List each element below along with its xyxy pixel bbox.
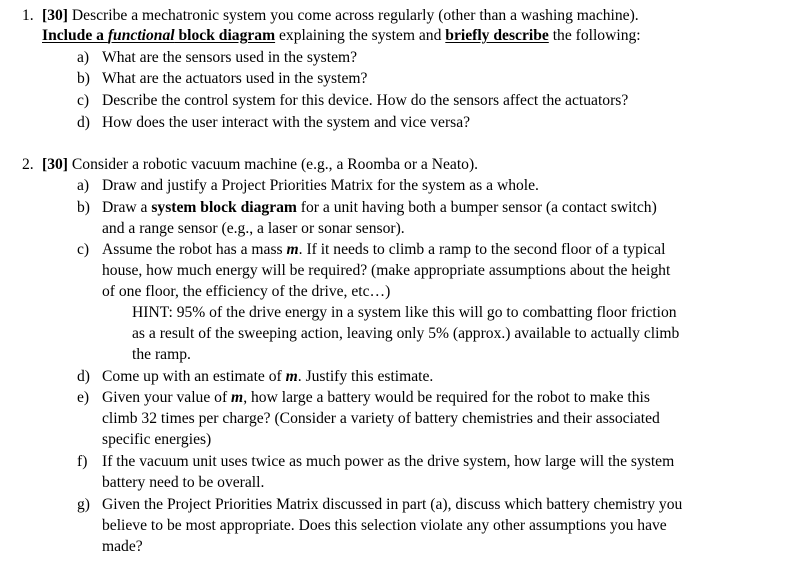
q1-number: 1. (22, 7, 34, 24)
q2d-text: Come up with an estimate of m. Justify this estimate. (102, 368, 434, 385)
q2c-line3: of one floor, the efficiency of the drive, etc…) (102, 283, 391, 300)
q2-points: [30] (42, 156, 68, 173)
q2g-letter: g) (77, 496, 90, 513)
q1b-letter: b) (77, 70, 90, 87)
q1-points: [30] (42, 7, 68, 24)
q2c-line1: Assume the robot has a mass m. If it needs to climb a ramp to the second floor of a typical (102, 241, 666, 258)
q2a-letter: a) (77, 177, 90, 194)
q2g-line2: believe to be most appropriate. Does this selection violate any other assumptions you have (102, 517, 667, 534)
q1-instructions: Include a functional block diagram explaining the system and briefly describe the following: (42, 27, 641, 44)
q2b-line2: and a range sensor (e.g., a laser or sonar sensor). (102, 220, 405, 237)
q2f-line1: If the vacuum unit uses twice as much power as the drive system, how large will the system (102, 453, 675, 470)
q2d-letter: d) (77, 368, 90, 385)
q2a-text: Draw and justify a Project Priorities Matrix for the system as a whole. (102, 177, 539, 194)
q2c-hint3: the ramp. (132, 346, 191, 363)
q1a-text: What are the sensors used in the system? (102, 49, 358, 66)
q2f-letter: f) (77, 453, 88, 470)
q2b-line1: Draw a system block diagram for a unit having both a bumper sensor (a contact switch) (102, 199, 657, 216)
q2b-letter: b) (77, 199, 90, 216)
q2c-hint2: as a result of the sweeping action, leaving only 5% (approx.) available to actually climb (132, 325, 680, 342)
q2e-line2: climb 32 times per charge? (Consider a variety of battery chemistries and their associated (102, 410, 660, 427)
q1-intro (42, 6, 639, 26)
q2c-letter: c) (77, 241, 90, 258)
q2e-line1: Given your value of m, how large a battery would be required for the robot to make this (102, 389, 650, 406)
q2c-hint1: HINT: 95% of the drive energy in a system like this will go to combatting floor friction (132, 304, 677, 321)
q2g-line3: made? (102, 538, 143, 555)
q2e-letter: e) (77, 389, 90, 406)
q1c-text: Describe the control system for this device. How do the sensors affect the actuators? (102, 92, 629, 109)
q1d-text: How does the user interact with the system and vice versa? (102, 114, 471, 131)
q2c-line2: house, how much energy will be required? (make appropriate assumptions about the height (102, 262, 671, 279)
q1b-text: What are the actuators used in the system? (102, 70, 368, 87)
q1d-letter: d) (77, 114, 90, 131)
q2-intro (42, 155, 478, 175)
q1a-letter: a) (77, 49, 90, 66)
q2g-line1: Given the Project Priorities Matrix discussed in part (a), discuss which battery chemistry you (102, 496, 683, 513)
q2-number: 2. (22, 156, 34, 173)
q2e-line3: specific energies) (102, 431, 212, 448)
q1c-letter: c) (77, 92, 90, 109)
q2f-line2: battery need to be overall. (102, 474, 265, 491)
q1-intro-text: Describe a mechatronic system you come across regularly (other than a washing machine). (67, 7, 639, 24)
q2-intro-text: Consider a robotic vacuum machine (e.g., a Roomba or a Neato). (67, 156, 479, 173)
